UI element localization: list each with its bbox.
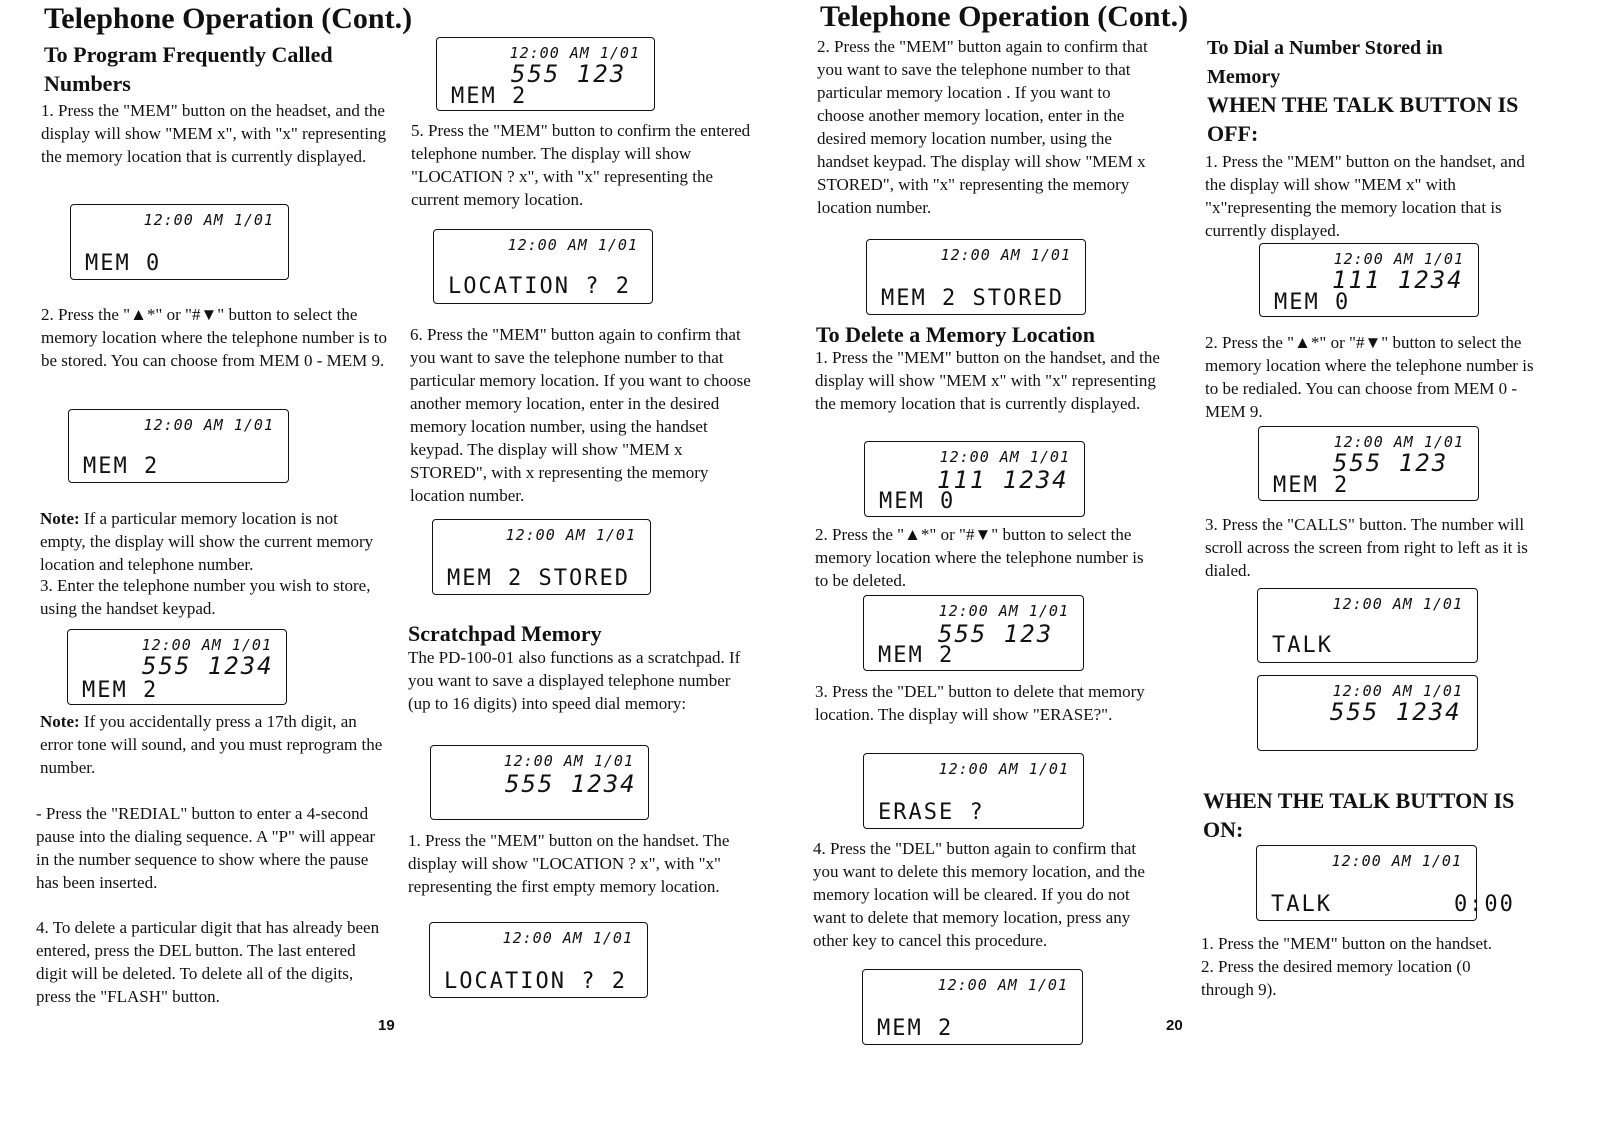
lcd-line: TALK 0:00 xyxy=(1271,892,1515,917)
lcd-time: 12:00 AM 1/01 xyxy=(938,602,1069,620)
lcd-time: 12:00 AM 1/01 xyxy=(939,448,1070,466)
lcd-number: 555 123 xyxy=(938,620,1054,648)
lcd-number: 555 1234 xyxy=(1330,698,1462,726)
lcd-display xyxy=(1258,426,1479,501)
step-text: 4. To delete a particular digit that has already been entered, press the DEL button. The last entered digit will be deleted. To delete all of the digits, press the "FLASH" button. xyxy=(36,918,380,1006)
lcd-time: 12:00 AM 1/01 xyxy=(1332,595,1463,613)
lcd-time: 12:00 AM 1/01 xyxy=(1333,433,1464,451)
lcd-display xyxy=(432,519,651,595)
lcd-line: LOCATION ? 2 xyxy=(448,274,631,299)
lcd-time: 12:00 AM 1/01 xyxy=(503,752,634,770)
lcd-display xyxy=(68,409,289,483)
step-text: 5. Press the "MEM" button to confirm the entered telephone number. The display will show "LOCATION ? x", with "x" representing the current memory location. xyxy=(411,121,751,209)
lcd-display xyxy=(863,753,1084,829)
step-text: 3. Enter the telephone number you wish to store, using the handset keypad. xyxy=(40,576,371,618)
lcd-time: 12:00 AM 1/01 xyxy=(141,636,272,654)
subheading-talk-on: WHEN THE TALK BUTTON IS ON: xyxy=(1203,788,1515,842)
lcd-number: 555 123 xyxy=(511,60,627,88)
lcd-number: 111 1234 xyxy=(937,466,1069,494)
section-text: The PD-100-01 also functions as a scratchpad. If you want to save a displayed telephone number (up to 16 digits) into speed dial memory: xyxy=(408,648,741,713)
lcd-time: 12:00 AM 1/01 xyxy=(502,929,633,947)
lcd-line: TALK xyxy=(1272,633,1333,658)
lcd-time: 12:00 AM 1/01 xyxy=(143,211,274,229)
lcd-display xyxy=(430,745,649,820)
step-text: 1. Press the "MEM" button on the headset, and the display will show "MEM x", with "x" representing the memory location that is currently displayed. xyxy=(41,101,387,166)
lcd-display xyxy=(433,229,653,304)
lcd-line: MEM 2 xyxy=(878,643,955,668)
lcd-display xyxy=(862,969,1083,1045)
step-text: 2. Press the "▲*" or "#▼" button to select the memory location where the telephone number is to be redialed. You can choose from MEM 0 - MEM 9. xyxy=(1205,333,1534,421)
note-body: If a particular memory location is not empty, the display will show the current memory location and telephone number. xyxy=(40,509,374,574)
step-text: 1. Press the "MEM" button on the handset. The display will show "LOCATION ? x", with "x" representing the first empty memory location. xyxy=(408,831,730,896)
lcd-time: 12:00 AM 1/01 xyxy=(1333,250,1464,268)
lcd-line: MEM 2 xyxy=(451,84,528,109)
lcd-line: MEM 0 xyxy=(1274,290,1351,315)
lcd-time: 12:00 AM 1/01 xyxy=(938,760,1069,778)
lcd-number: 111 1234 xyxy=(1332,266,1464,294)
lcd-time: 12:00 AM 1/01 xyxy=(143,416,274,434)
section-heading-dial: To Dial a Number Stored in Memory xyxy=(1207,37,1443,88)
lcd-time: 12:00 AM 1/01 xyxy=(940,246,1071,264)
page-title: Telephone Operation (Cont.) xyxy=(820,0,1189,33)
lcd-display xyxy=(70,204,289,280)
lcd-line: MEM 2 xyxy=(83,454,160,479)
lcd-line: MEM 2 STORED xyxy=(881,286,1064,311)
note-body: If you accidentally press a 17th digit, an error tone will sound, and you must reprogram the number. xyxy=(40,712,383,777)
step-text: 2. Press the "MEM" button again to confirm that you want to save the telephone number to that particular memory location . If you want to choose another memory location, enter in the desired memory location number, using the handset keypad. The display will show "MEM x STORED", with "x" representing the memory location number. xyxy=(817,37,1148,217)
note-label: Note: xyxy=(40,509,80,528)
lcd-time: 12:00 AM 1/01 xyxy=(509,44,640,62)
lcd-time: 12:00 AM 1/01 xyxy=(505,526,636,544)
lcd-display xyxy=(864,441,1085,517)
section-heading-program: To Program Frequently Called Numbers xyxy=(44,42,333,96)
lcd-display xyxy=(1256,845,1515,921)
page-number: 20 xyxy=(1166,1017,1183,1034)
step-text: 1. Press the "MEM" button on the handset. xyxy=(1201,934,1493,953)
page-number: 19 xyxy=(378,1017,395,1034)
lcd-display xyxy=(429,922,648,998)
lcd-line: ERASE ? xyxy=(878,800,985,825)
lcd-time: 12:00 AM 1/01 xyxy=(1331,852,1462,870)
lcd-display xyxy=(863,595,1084,671)
note-text xyxy=(40,710,385,779)
subheading-talk-off: WHEN THE TALK BUTTON IS OFF: xyxy=(1207,92,1519,146)
lcd-number: 555 123 xyxy=(1333,449,1449,477)
lcd-display xyxy=(1257,588,1478,663)
lcd-display xyxy=(866,239,1086,315)
lcd-number: 555 1234 xyxy=(505,770,637,798)
step-text: 3. Press the "CALLS" button. The number will scroll across the screen from right to left as it is dialed. xyxy=(1205,515,1528,580)
lcd-display xyxy=(67,629,287,705)
lcd-display xyxy=(1259,243,1479,317)
section-heading-scratchpad: Scratchpad Memory xyxy=(408,621,602,646)
page-title: Telephone Operation (Cont.) xyxy=(44,2,413,35)
note-label: Note: xyxy=(40,712,80,731)
step-text: 6. Press the "MEM" button again to confirm that you want to save the telephone number to that particular memory location. If you want to choose another memory location, enter in the desired memory location number, using the handset keypad. The display will show "MEM x STORED", with x representing the memory location number. xyxy=(410,325,751,505)
section-heading-delete: To Delete a Memory Location xyxy=(816,322,1096,347)
lcd-time: 12:00 AM 1/01 xyxy=(1332,682,1463,700)
lcd-line: LOCATION ? 2 xyxy=(444,969,627,994)
step-text: 1. Press the "MEM" button on the handset, and the display will show "MEM x" with "x"representing the memory location that is currently displayed. xyxy=(1205,152,1525,240)
step-text: 2. Press the desired memory location (0 through 9). xyxy=(1201,957,1471,999)
lcd-line: MEM 0 xyxy=(879,489,956,514)
step-text: 4. Press the "DEL" button again to confirm that you want to delete this memory location, and the memory location will be cleared. If you do not want to delete that memory location, press any other key to cancel this procedure. xyxy=(813,839,1145,950)
lcd-line: MEM 0 xyxy=(85,251,162,276)
step-text: - Press the "REDIAL" button to enter a 4-second pause into the dialing sequence. A "P" will appear in the number sequence to show where the pause has been inserted. xyxy=(36,804,376,892)
lcd-line: MEM 2 xyxy=(1273,473,1350,498)
lcd-line: MEM 2 xyxy=(877,1016,954,1041)
step-text: 2. Press the "▲*" or "#▼" button to select the memory location where the telephone number is to be stored. You can choose from MEM 0 - MEM 9. xyxy=(41,305,388,370)
step-text: 3. Press the "DEL" button to delete that memory location. The display will show "ERASE?". xyxy=(815,682,1145,724)
note-text xyxy=(40,507,385,576)
step-text: 2. Press the "▲*" or "#▼" button to select the memory location where the telephone number is to be deleted. xyxy=(815,525,1144,590)
lcd-display xyxy=(436,37,655,111)
lcd-line: MEM 2 STORED xyxy=(447,566,630,591)
lcd-line: MEM 2 xyxy=(82,678,159,703)
lcd-number: 555 1234 xyxy=(142,652,274,680)
step-text: 1. Press the "MEM" button on the handset, and the display will show "MEM x" with "x" representing the memory location that is currently displayed. xyxy=(815,348,1160,413)
lcd-display xyxy=(1257,675,1478,751)
lcd-time: 12:00 AM 1/01 xyxy=(507,236,638,254)
lcd-time: 12:00 AM 1/01 xyxy=(937,976,1068,994)
